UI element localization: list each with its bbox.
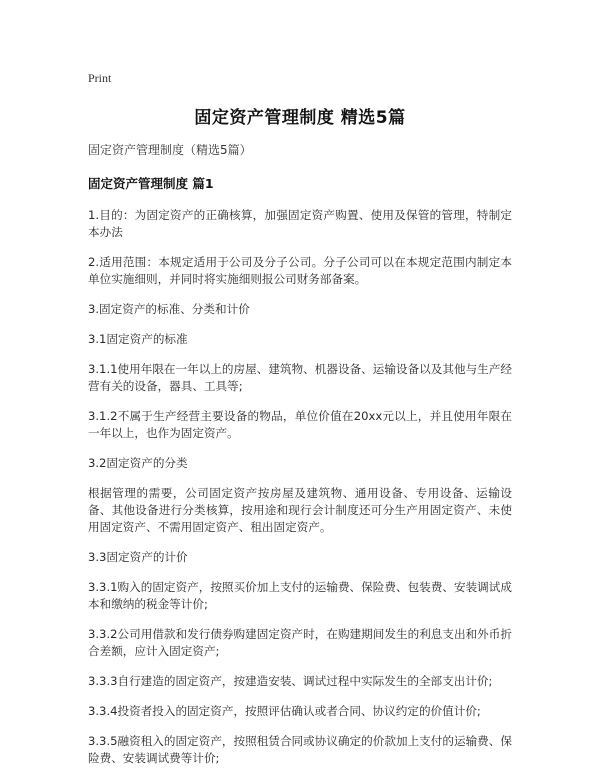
paragraph-classification: 3.2固定资产的分类 (88, 456, 188, 470)
section-heading: 固定资产管理制度 篇1 (88, 176, 214, 191)
paragraph-scope: 2.适用范围：本规定适用于公司及分子公司。分子公司可以在本规定范围内制定本单位实施细则，并同时将实施细则报公司财务部备案。 (88, 255, 512, 286)
document-subtitle: 固定资产管理制度（精选5篇） (88, 143, 252, 157)
paragraph-3-3-4: 3.3.4投资者投入的固定资产，按照评估确认或者合同、协议约定的价值计价; (88, 704, 481, 718)
paragraph-3-3-3: 3.3.3自行建造的固定资产，按建造安装、调试过程中实际发生的全部支出计价; (88, 674, 493, 688)
paragraph-3-3-2: 3.3.2公司用借款和发行债券购建固定资产时，在购建期间发生的利息支出和外币折合差额，应计入固定资产; (88, 627, 512, 658)
paragraph-3-1-2: 3.1.2不属于生产经营主要设备的物品，单位价值在20xx元以上，并且使用年限在一年以上，也作为固定资产。 (88, 409, 512, 440)
paragraph-3-3-1: 3.3.1购入的固定资产，按照买价加上支付的运输费、保险费、包装费、安装调试成本和缴纳的税金等计价; (88, 580, 512, 611)
paragraph-purpose: 1.目的：为固定资产的正确核算，加强固定资产购置、使用及保管的管理，特制定本办法 (88, 208, 512, 239)
page-title: 固定资产管理制度 精选5篇 (194, 108, 406, 128)
paragraph-3-3-5: 3.3.5融资租入的固定资产，按照租赁合同或协议确定的价款加上支付的运输费、保险费、安装调试费等计价; (88, 734, 512, 765)
paragraph-standards: 3.1固定资产的标准 (88, 332, 188, 346)
paragraph-standards-classification: 3.固定资产的标准、分类和计价 (88, 302, 250, 316)
paragraph-valuation: 3.3固定资产的计价 (88, 550, 188, 564)
paragraph-classification-detail: 根据管理的需要，公司固定资产按房屋及建筑物、通用设备、专用设备、运输设备、其他设备进行分类核算，按用途和现行会计制度还可分生产用固定资产、未使用固定资产、不需用固定资产、租出固定资产。 (88, 486, 512, 534)
paragraph-3-1-1: 3.1.1使用年限在一年以上的房屋、建筑物、机器设备、运输设备以及其他与生产经营有关的设备，器具、工具等; (88, 362, 512, 393)
print-label: Print (88, 71, 112, 85)
